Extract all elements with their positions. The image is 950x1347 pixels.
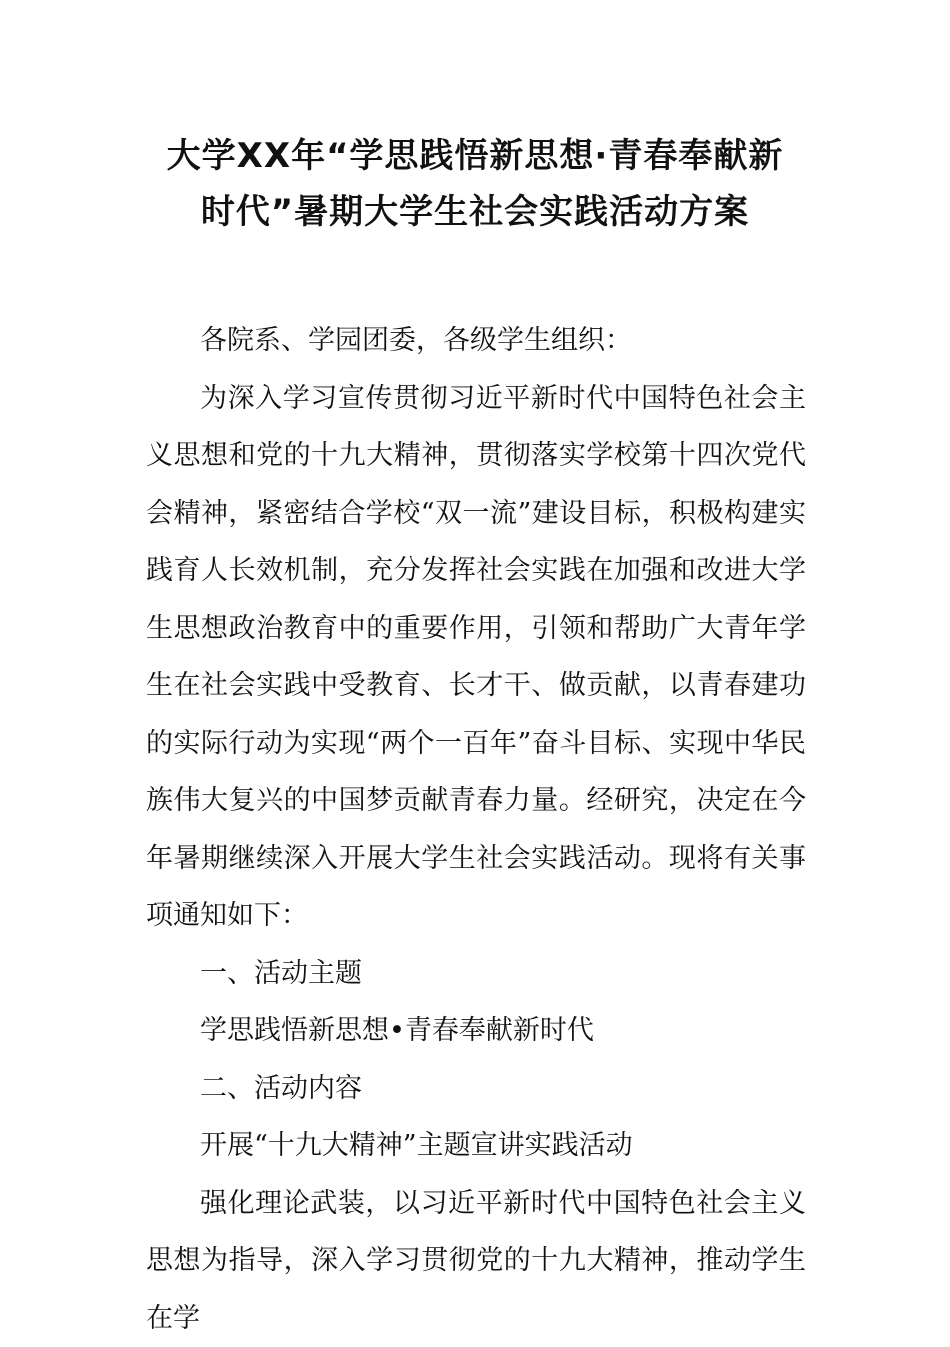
- salutation: 各院系、学园团委，各级学生组织：: [146, 312, 806, 370]
- document-body: [146, 312, 806, 1347]
- title-line-1: 大学XX年“学思践悟新思想·青春奉献新: [120, 128, 830, 184]
- section-heading-content: 二、活动内容: [146, 1060, 806, 1118]
- content-item-heading: 开展“十九大精神”主题宣讲实践活动: [146, 1117, 806, 1175]
- title-line-2: 时代”暑期大学生社会实践活动方案: [120, 184, 830, 240]
- intro-paragraph: 为深入学习宣传贯彻习近平新时代中国特色社会主义思想和党的十九大精神，贯彻落实学校第十四次党代会精神，紧密结合学校“双一流”建设目标，积极构建实践育人长效机制，充分发挥社会实践在加强和改进大学生思想政治教育中的重要作用，引领和帮助广大青年学生在社会实践中受教育、长才干、做贡献，以青春建功的实际行动为实现“两个一百年”奋斗目标、实现中华民族伟大复兴的中国梦贡献青春力量。经研究，决定在今年暑期继续深入开展大学生社会实践活动。现将有关事项通知如下：: [146, 370, 806, 945]
- theme-text: 学思践悟新思想•青春奉献新时代: [146, 1002, 806, 1060]
- content-item-paragraph: 强化理论武装，以习近平新时代中国特色社会主义思想为指导，深入学习贯彻党的十九大精神，推动学生在学: [146, 1175, 806, 1347]
- document-title: [120, 128, 830, 240]
- section-heading-theme: 一、活动主题: [146, 945, 806, 1003]
